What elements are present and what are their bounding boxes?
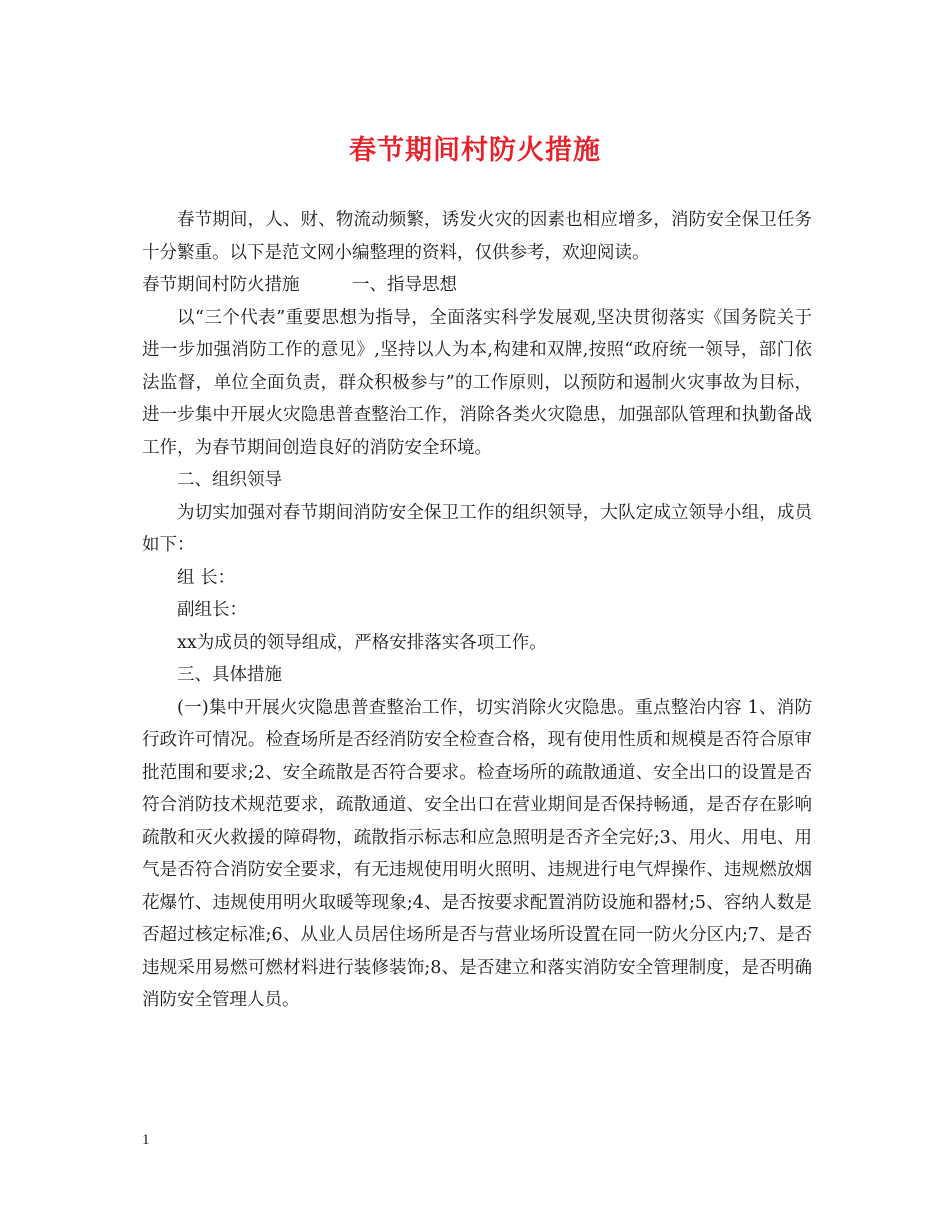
section2-paragraph: 为切实加强对春节期间消防安全保卫工作的组织领导，大队定成立领导小组，成员如下： [142, 502, 812, 555]
page-title: 春节期间村防火措施 [349, 135, 601, 166]
members-paragraph: xx为成员的领导组成，严格安排落实各项工作。 [177, 632, 547, 653]
subtitle-line: 春节期间村防火措施 一、指导思想 [142, 275, 457, 295]
leader-label: 组 长： [177, 567, 236, 588]
page-number: 1 [142, 1132, 150, 1148]
section2-heading: 二、组织领导 [177, 470, 282, 490]
document-body [142, 204, 812, 1017]
deputy-label: 副组长： [177, 600, 247, 620]
section3-heading: 三、具体措施 [177, 665, 282, 685]
section1-paragraph: 以“三个代表”重要思想为指导，全面落实科学发展观,坚决贯彻落实《国务院关于进一步加强消防工作的意见》,坚持以人为本,构建和双牌,按照“政府统一领导，部门依法监督，单位全面负责，群众积极参与”的工作原则，以预防和遏制火灾事故为目标，进一步集中开展火灾隐患普查整治工作，消除各类火灾隐患，加强部队管理和执勤备战工作，为春节期间创造良好的消防安全环境。 [142, 307, 812, 458]
intro-paragraph: 春节期间，人、财、物流动频繁，诱发火灾的因素也相应增多，消防安全保卫任务十分繁重。以下是范文网小编整理的资料，仅供参考，欢迎阅读。 [142, 210, 812, 263]
section3-paragraph: (一)集中开展火灾隐患普查整治工作，切实消除火灾隐患。重点整治内容 1、消防行政许可情况。检查场所是否经消防安全检查合格，现有使用性质和规模是否符合原审批范围和要求;2、安全疏散是否符合要求。检查场所的疏散通道、安全出口的设置是否符合消防技术规范要求，疏散通道、安全出口在营业期间是否保持畅通，是否存在影响疏散和灭火救援的障碍物，疏散指示标志和应急照明是否齐全完好;3、用火、用电、用气是否符合消防安全要求，有无违规使用明火照明、违规进行电气焊操作、违规燃放烟花爆竹、违规使用明火取暖等现象;4、是否按要求配置消防设施和器材;5、容纳人数是否超过核定标准;6、从业人员居住场所是否与营业场所设置在同一防火分区内;7、是否违规采用易燃可燃材料进行装修装饰;8、是否建立和落实消防安全管理制度，是否明确消防安全管理人员。 [142, 697, 812, 1010]
